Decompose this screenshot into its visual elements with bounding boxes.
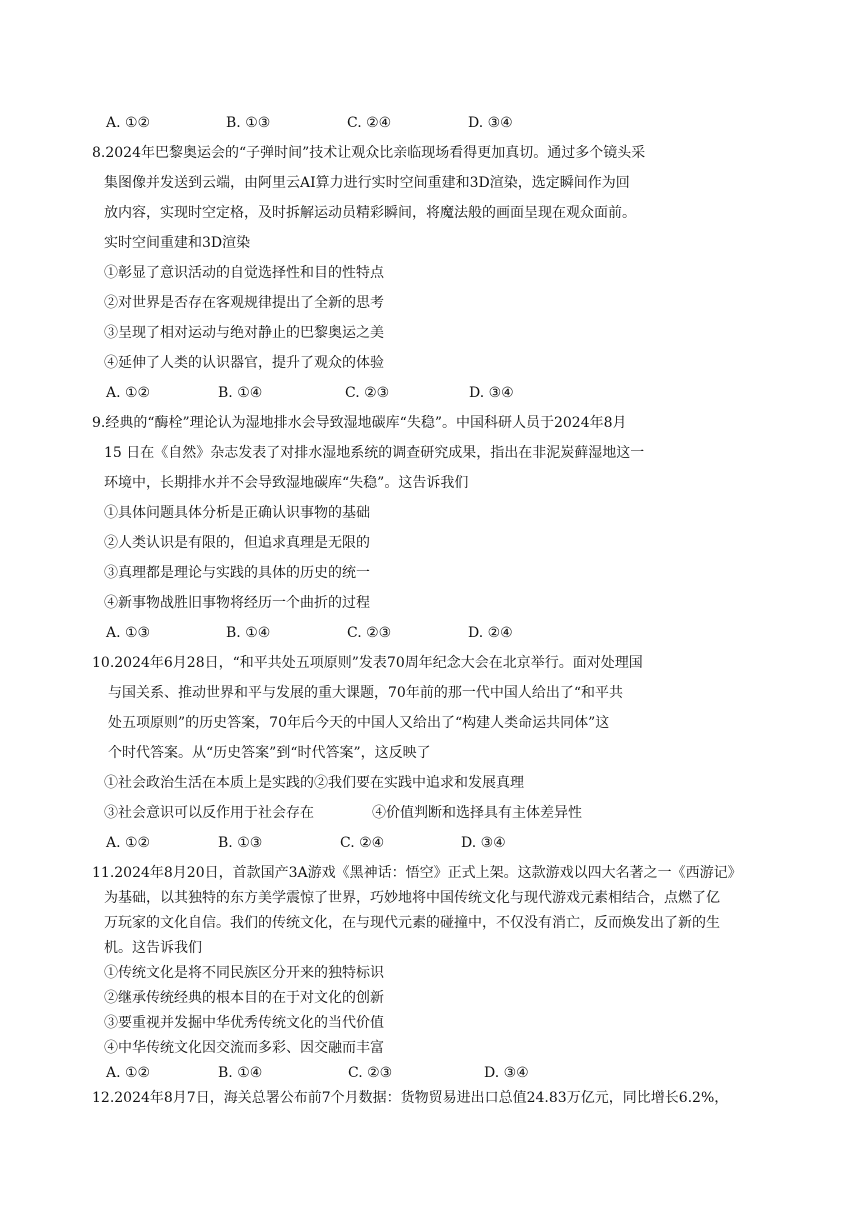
statement: ③呈现了相对运动与绝对静止的巴黎奥运之美: [104, 325, 384, 341]
statement: ②继承传统经典的根本目的在于对文化的创新: [104, 990, 384, 1006]
statement: ③社会意识可以反作用于社会存在: [104, 805, 314, 821]
option-d: D. ③④: [484, 1065, 529, 1081]
statement: ①具体问题具体分析是正确认识事物的基础: [104, 505, 370, 521]
option-a: A. ①②: [106, 1065, 151, 1081]
question-stem-line: 集图像并发送到云端，由阿里云AI算力进行实时空间重建和3D渲染，选定瞬间作为回: [104, 175, 630, 191]
statement: ③真理都是理论与实践的具体的历史的统一: [104, 565, 370, 581]
question-stem-line: 实时空间重建和3D渲染: [104, 235, 251, 251]
question-stem-line: 9.经典的“酶栓”理论认为湿地排水会导致湿地碳库“失稳”。中国科研人员于2024年8月: [92, 415, 627, 431]
question-stem-line: 与国关系、推动世界和平与发展的重大课题，70年前的那一代中国人给出了“和平共: [108, 685, 623, 701]
option-a: A. ①③: [106, 625, 151, 641]
option-b: B. ①④: [218, 1065, 263, 1081]
question-stem-line: 万玩家的文化自信。我们的传统文化，在与现代元素的碰撞中，不仅没有消亡，反而焕发出了新的生: [104, 915, 720, 931]
statement: ④中华传统文化因交流而多彩、因交融而丰富: [104, 1040, 384, 1056]
option-c: C. ②④: [347, 115, 392, 131]
option-b: B. ①③: [218, 835, 263, 851]
option-d: D. ③④: [461, 835, 506, 851]
statement: ①社会政治生活在本质上是实践的②我们要在实践中追求和发展真理: [104, 775, 524, 791]
question-stem-line: 12.2024年8月7日，海关总署公布前7个月数据：货物贸易进出口总值24.83万亿元，同比增长6.2%，: [92, 1090, 729, 1106]
question-stem-line: 15 日在《自然》杂志发表了对排水湿地系统的调查研究成果，指出在非泥炭藓湿地这一: [104, 445, 645, 461]
option-a: A. ①②: [106, 835, 151, 851]
option-d: D. ②④: [468, 625, 513, 641]
option-b: B. ①④: [218, 385, 263, 401]
statement: ②对世界是否存在客观规律提出了全新的思考: [104, 295, 384, 311]
option-c: C. ②④: [340, 835, 385, 851]
option-c: C. ②③: [348, 1065, 393, 1081]
question-stem-line: 放内容，实现时空定格，及时拆解运动员精彩瞬间，将魔法般的画面呈现在观众面前。: [104, 205, 636, 221]
option-d: D. ③④: [468, 115, 513, 131]
statement: ①传统文化是将不同民族区分开来的独特标识: [104, 965, 384, 981]
statement: ④延伸了人类的认识器官，提升了观众的体验: [104, 355, 384, 371]
statement: ④新事物战胜旧事物将经历一个曲折的过程: [104, 595, 370, 611]
option-d: D. ③④: [469, 385, 514, 401]
option-a: A. ①②: [106, 115, 151, 131]
question-stem-line: 个时代答案。从“历史答案”到“时代答案”，这反映了: [108, 745, 431, 761]
question-stem-line: 为基础，以其独特的东方美学震惊了世界，巧妙地将中国传统文化与现代游戏元素相结合，点燃了亿: [104, 890, 720, 906]
option-c: C. ②③: [347, 625, 392, 641]
statement: ④价值判断和选择具有主体差异性: [372, 805, 582, 821]
question-stem-line: 处五项原则”的历史答案，70年后今天的中国人又给出了“构建人类命运共同体”这: [108, 715, 610, 731]
statement: ①彰显了意识活动的自觉选择性和目的性特点: [104, 265, 384, 281]
option-b: B. ①④: [226, 625, 271, 641]
statement: ②人类认识是有限的，但追求真理是无限的: [104, 535, 370, 551]
statement: ③要重视并发掘中华优秀传统文化的当代价值: [104, 1015, 384, 1031]
question-stem-line: 环境中，长期排水并不会导致湿地碳库“失稳”。这告诉我们: [104, 475, 469, 491]
option-b: B. ①③: [226, 115, 271, 131]
option-c: C. ②③: [345, 385, 390, 401]
question-stem-line: 8.2024年巴黎奥运会的“子弹时间”技术让观众比亲临现场看得更加真切。通过多个镜头采: [92, 145, 646, 161]
question-stem-line: 机。这告诉我们: [104, 940, 202, 956]
question-stem-line: 11.2024年8月20日，首款国产3A游戏《黑神话：悟空》正式上架。这款游戏以四大名著之一《西游记》: [92, 865, 742, 881]
option-a: A. ①②: [106, 385, 151, 401]
question-stem-line: 10.2024年6月28日，“和平共处五项原则”发表70周年纪念大会在北京举行。面对处理国: [92, 655, 643, 671]
